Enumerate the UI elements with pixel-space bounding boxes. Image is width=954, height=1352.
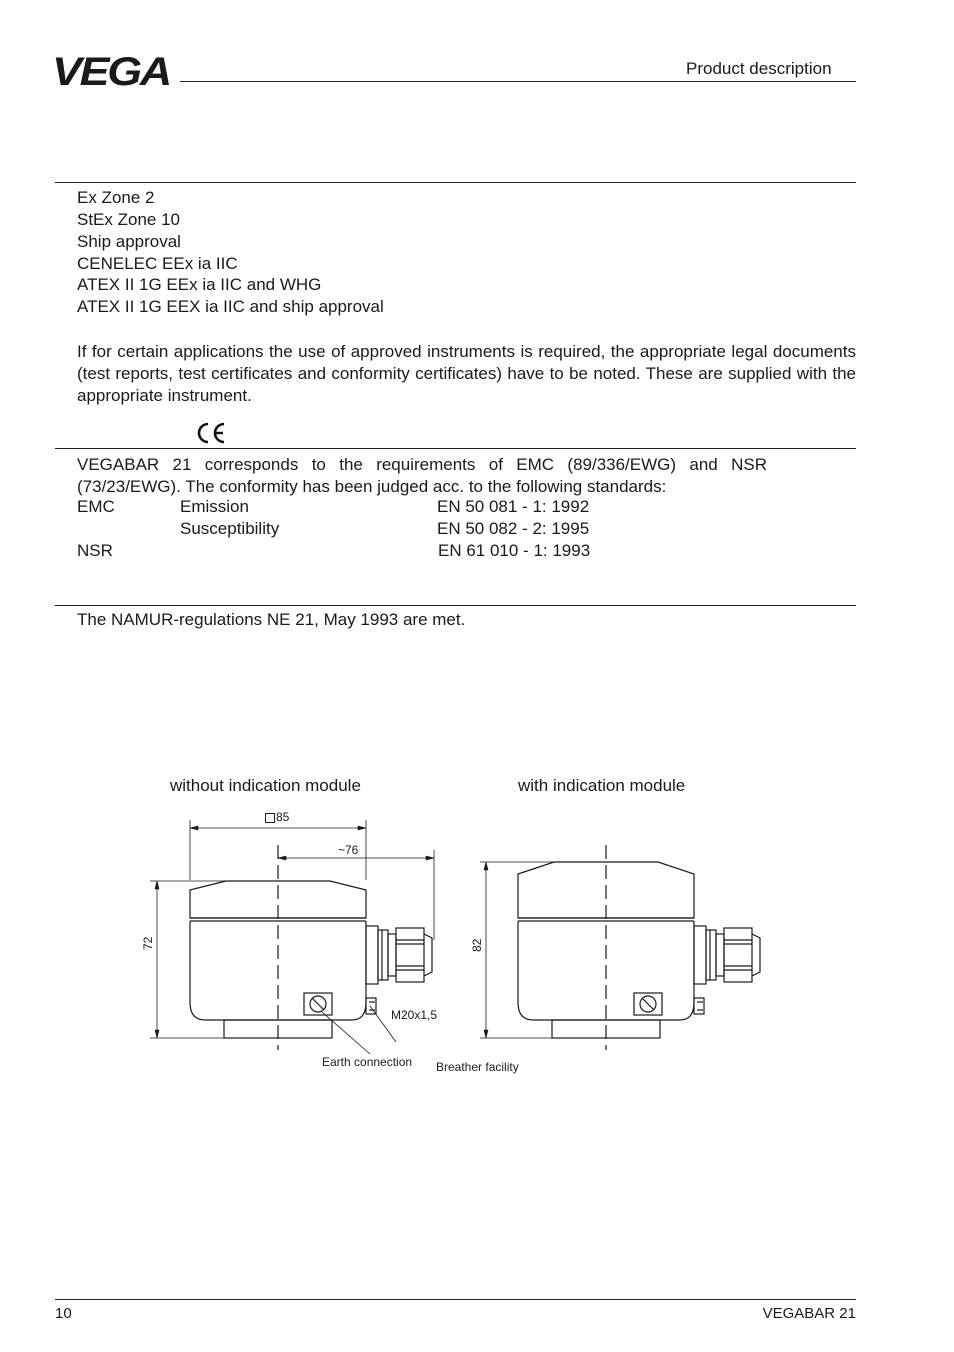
drawing-title-right: with indication module xyxy=(518,776,686,795)
namur-text: The NAMUR-regulations NE 21, May 1993 are met. xyxy=(77,610,466,629)
dim-width-label: ~76 xyxy=(338,843,359,857)
square-symbol-icon xyxy=(265,813,275,823)
breather-facility-label: Breather facility xyxy=(436,1060,519,1074)
approvals-note: If for certain applications the use of approved instruments is required, the appropriate legal documents (test reports, test certificates and conformity certificates) have to be noted. These are supplied with the appropriate instrument. xyxy=(77,342,856,405)
section-title: Product description xyxy=(686,59,832,78)
footer-rule xyxy=(55,1299,856,1300)
approval-item: CENELEC EEx ia IIC xyxy=(77,254,238,273)
approval-item: ATEX II 1G EEx ia IIC and WHG xyxy=(77,275,322,294)
ce-standard: EN 50 082 - 2: 1995 xyxy=(437,519,590,538)
ce-standard: EN 50 081 - 1: 1992 xyxy=(437,497,590,516)
ce-intro: VEGABAR 21 corresponds to the requirements of EMC (89/336/EWG) and NSR (73/23/EWG). The conformity has been judged acc. to the following standards: xyxy=(77,455,767,496)
dim-square-label: 85 xyxy=(276,810,290,824)
footer-product: VEGABAR 21 xyxy=(762,1305,856,1322)
vega-logo: VEGA xyxy=(52,50,171,94)
page-number: 10 xyxy=(55,1305,72,1322)
ce-type: Emission xyxy=(180,497,249,516)
drawing-title-left: without indication module xyxy=(170,776,361,795)
thread-label: M20x1,5 xyxy=(391,1008,438,1022)
dim-height-left-label: 72 xyxy=(141,936,155,950)
approval-item: ATEX II 1G EEX ia IIC and ship approval xyxy=(77,297,384,316)
earth-connection-label: Earth connection xyxy=(322,1055,413,1069)
approval-item: Ex Zone 2 xyxy=(77,188,155,207)
ce-category: NSR xyxy=(77,541,113,560)
approval-item: StEx Zone 10 xyxy=(77,210,181,229)
ce-type: Susceptibility xyxy=(180,519,280,538)
ce-category: EMC xyxy=(77,497,115,516)
dim-height-right-label: 82 xyxy=(470,938,484,952)
ce-standard: EN 61 010 - 1: 1993 xyxy=(438,541,591,560)
approval-item: Ship approval xyxy=(77,232,181,251)
